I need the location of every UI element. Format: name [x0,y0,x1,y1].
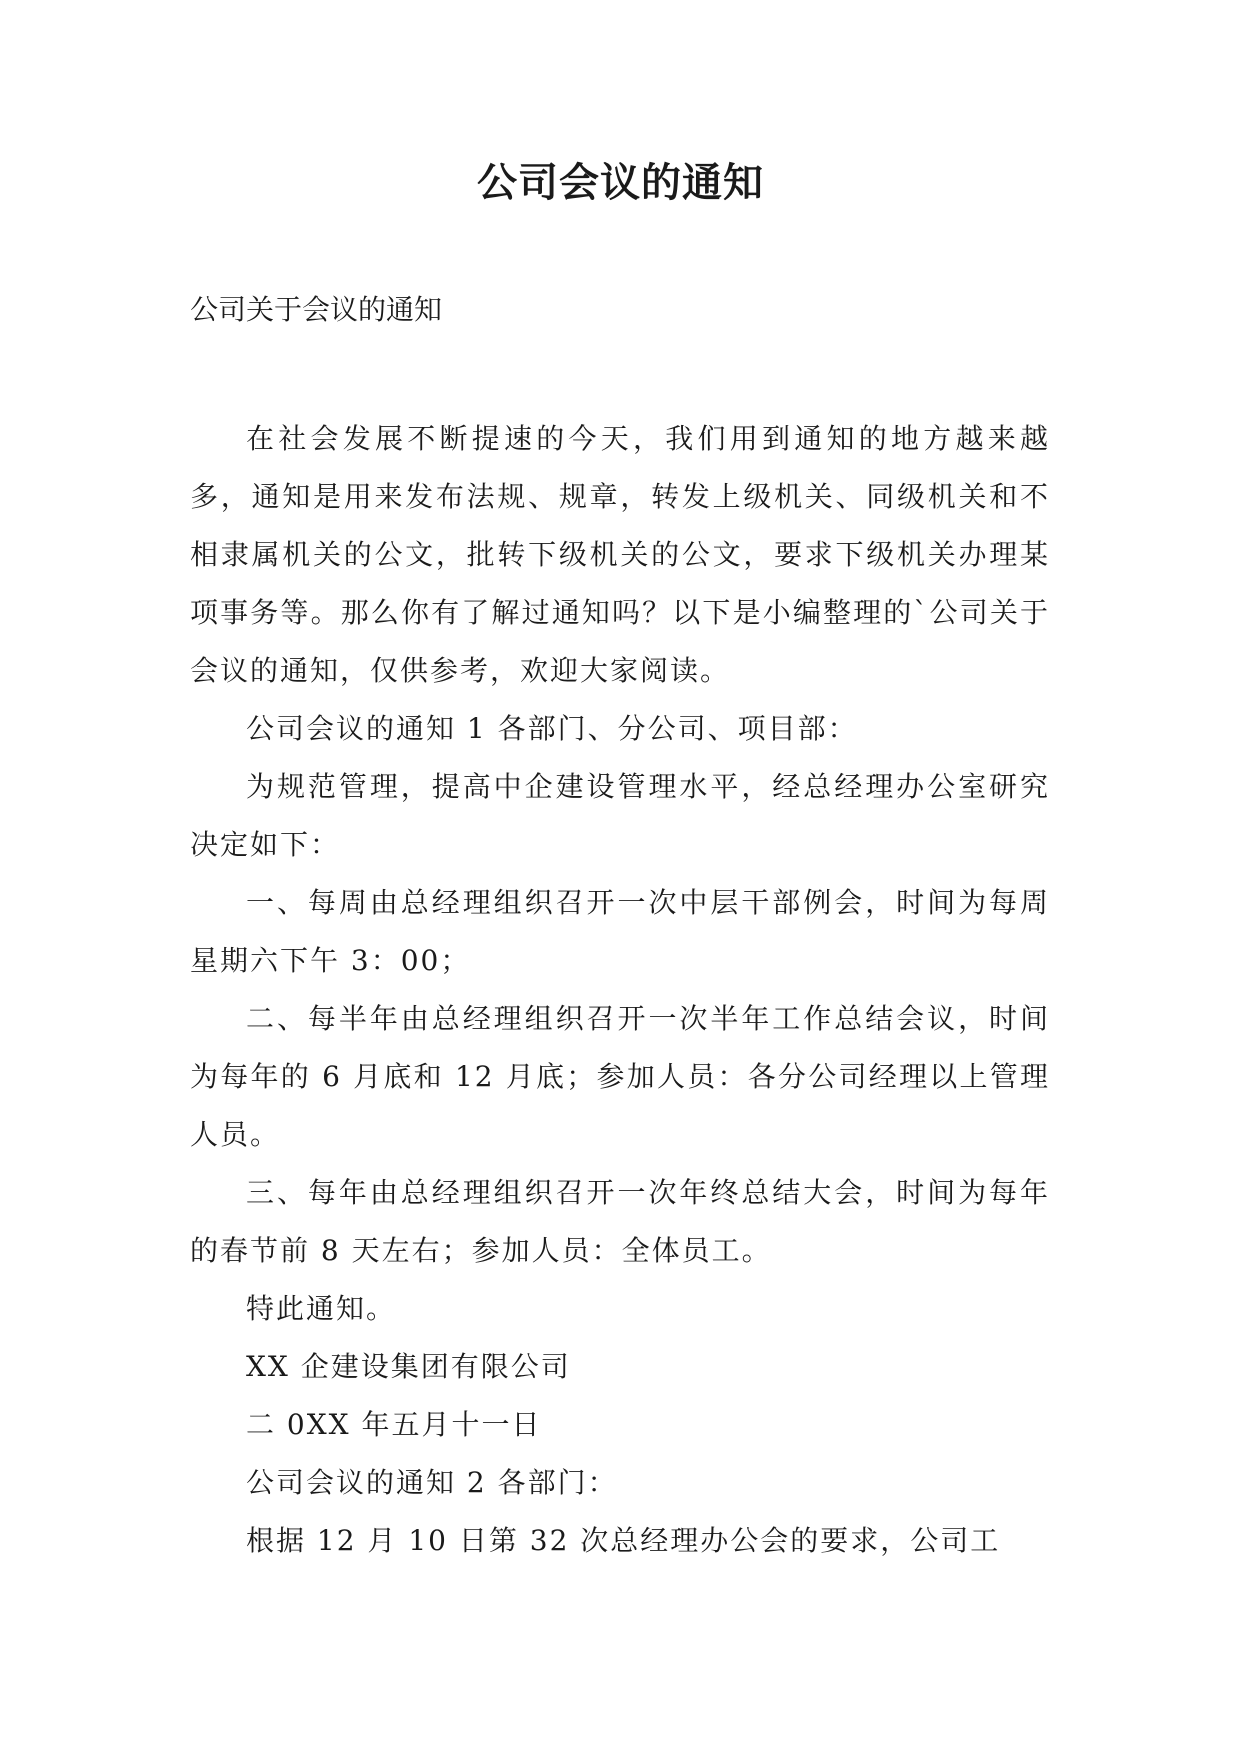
document-subtitle: 公司关于会议的通知 [190,293,443,326]
paragraph-item-3: 三、每年由总经理组织召开一次年终总结大会，时间为每年的春节前 8 天左右；参加人员：全体员工。 [190,1176,1050,1267]
paragraph-notice-1-heading: 公司会议的通知 1 各部门、分公司、项目部： [246,712,858,745]
paragraph-company: XX 企建设集团有限公司 [246,1350,571,1383]
document-body [190,410,1050,1570]
paragraph-notice-2-body: 根据 12 月 10 日第 32 次总经理办公会的要求，公司工 [246,1524,1001,1557]
paragraph-date: 二 0XX 年五月十一日 [246,1408,542,1441]
paragraph-closing: 特此通知。 [246,1292,397,1325]
paragraph-decision: 为规范管理，提高中企建设管理水平，经总经理办公室研究决定如下： [190,770,1050,861]
paragraph-item-2: 二、每半年由总经理组织召开一次半年工作总结会议，时间为每年的 6 月底和 12 月底；参加人员：各分公司经理以上管理人员。 [190,1002,1050,1151]
paragraph-intro: 在社会发展不断提速的今天，我们用到通知的地方越来越多，通知是用来发布法规、规章，转发上级机关、同级机关和不相隶属机关的公文，批转下级机关的公文，要求下级机关办理某项事务等。那么你有了解过通知吗？以下是小编整理的`公司关于会议的通知，仅供参考，欢迎大家阅读。 [190,422,1050,687]
document-title: 公司会议的通知 [477,160,764,206]
paragraph-notice-2-heading: 公司会议的通知 2 各部门： [246,1466,618,1499]
paragraph-item-1: 一、每周由总经理组织召开一次中层干部例会，时间为每周星期六下午 3：00； [190,886,1050,977]
